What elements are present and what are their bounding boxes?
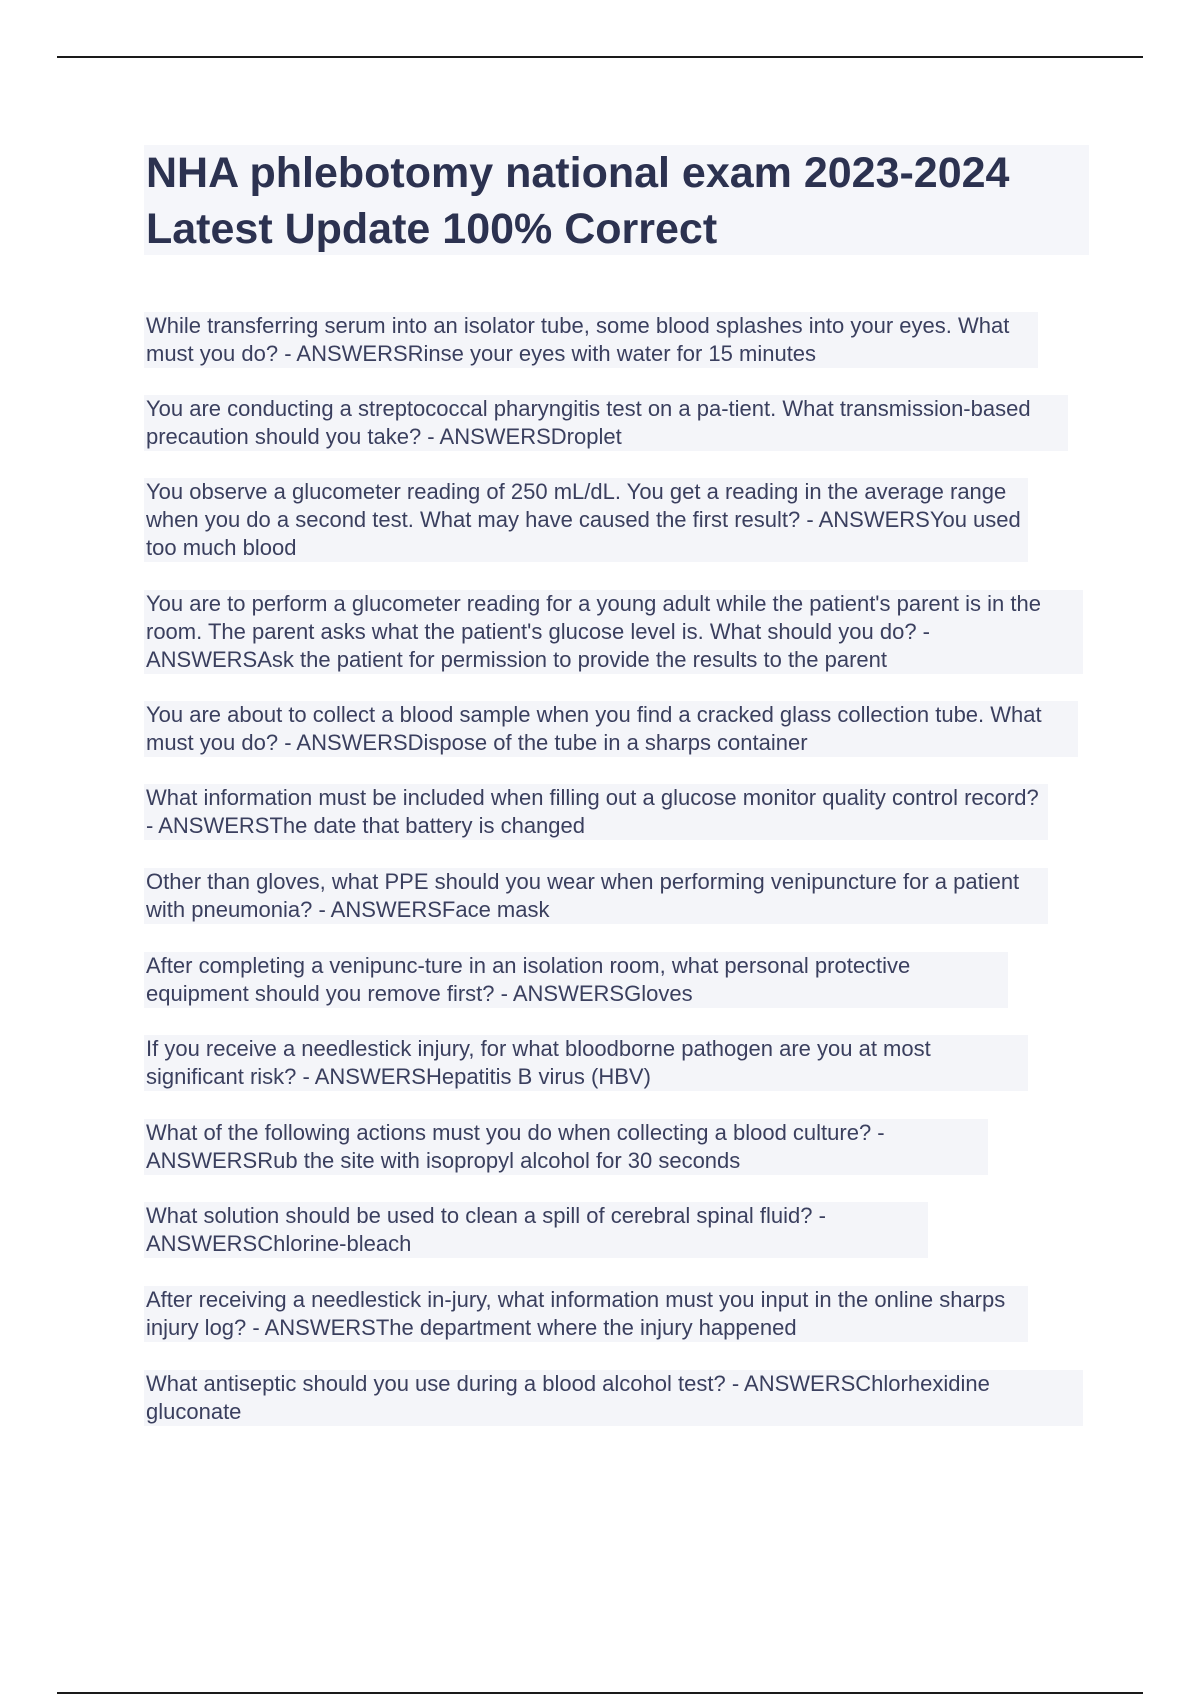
qa-item: You observe a glucometer reading of 250 mL/dL. You get a reading in the average range when you do a second test. What may have caused the first result? - ANSWERSYou used too much blood [144, 478, 1028, 562]
qa-item: After receiving a needlestick in-jury, what information must you input in the online sharps injury log? - ANSWERSThe department where the injury happened [144, 1286, 1028, 1342]
top-rule [57, 56, 1143, 58]
qa-item: What of the following actions must you do when collecting a blood culture? - ANSWERSRub the site with isopropyl alcohol for 30 seconds [144, 1119, 988, 1175]
qa-item: You are about to collect a blood sample when you find a cracked glass collection tube. What must you do? - ANSWERSDispose of the tube in a sharps container [144, 701, 1078, 757]
qa-item: If you receive a needlestick injury, for what bloodborne pathogen are you at most significant risk? - ANSWERSHepatitis B virus (HBV) [144, 1035, 1028, 1091]
document-title: NHA phlebotomy national exam 2023-2024 Latest Update 100% Correct [146, 149, 1010, 253]
qa-item: Other than gloves, what PPE should you wear when performing venipuncture for a patient with pneumonia? - ANSWERSFace mask [144, 868, 1048, 924]
title-block [144, 145, 1089, 255]
qa-item: You are conducting a streptococcal pharyngitis test on a pa-tient. What transmission-based precaution should you take? - ANSWERSDroplet [144, 395, 1068, 451]
qa-item: You are to perform a glucometer reading for a young adult while the patient's parent is in the room. The parent asks what the patient's glucose level is. What should you do? - ANSWERSAsk the patient for permission to provide the results to the parent [144, 590, 1083, 674]
qa-item: What information must be included when filling out a glucose monitor quality control record? - ANSWERSThe date that battery is changed [144, 784, 1048, 840]
qa-item: After completing a venipunc-ture in an isolation room, what personal protective equipment should you remove first? - ANSWERSGloves [144, 952, 1008, 1008]
bottom-rule [57, 1692, 1143, 1694]
qa-item: What solution should be used to clean a spill of cerebral spinal fluid? - ANSWERSChlorine-bleach [144, 1202, 928, 1258]
qa-item: While transferring serum into an isolator tube, some blood splashes into your eyes. What must you do? - ANSWERSRinse your eyes with water for 15 minutes [144, 312, 1038, 368]
qa-item: What antiseptic should you use during a blood alcohol test? - ANSWERSChlorhexidine gluconate [144, 1370, 1083, 1426]
